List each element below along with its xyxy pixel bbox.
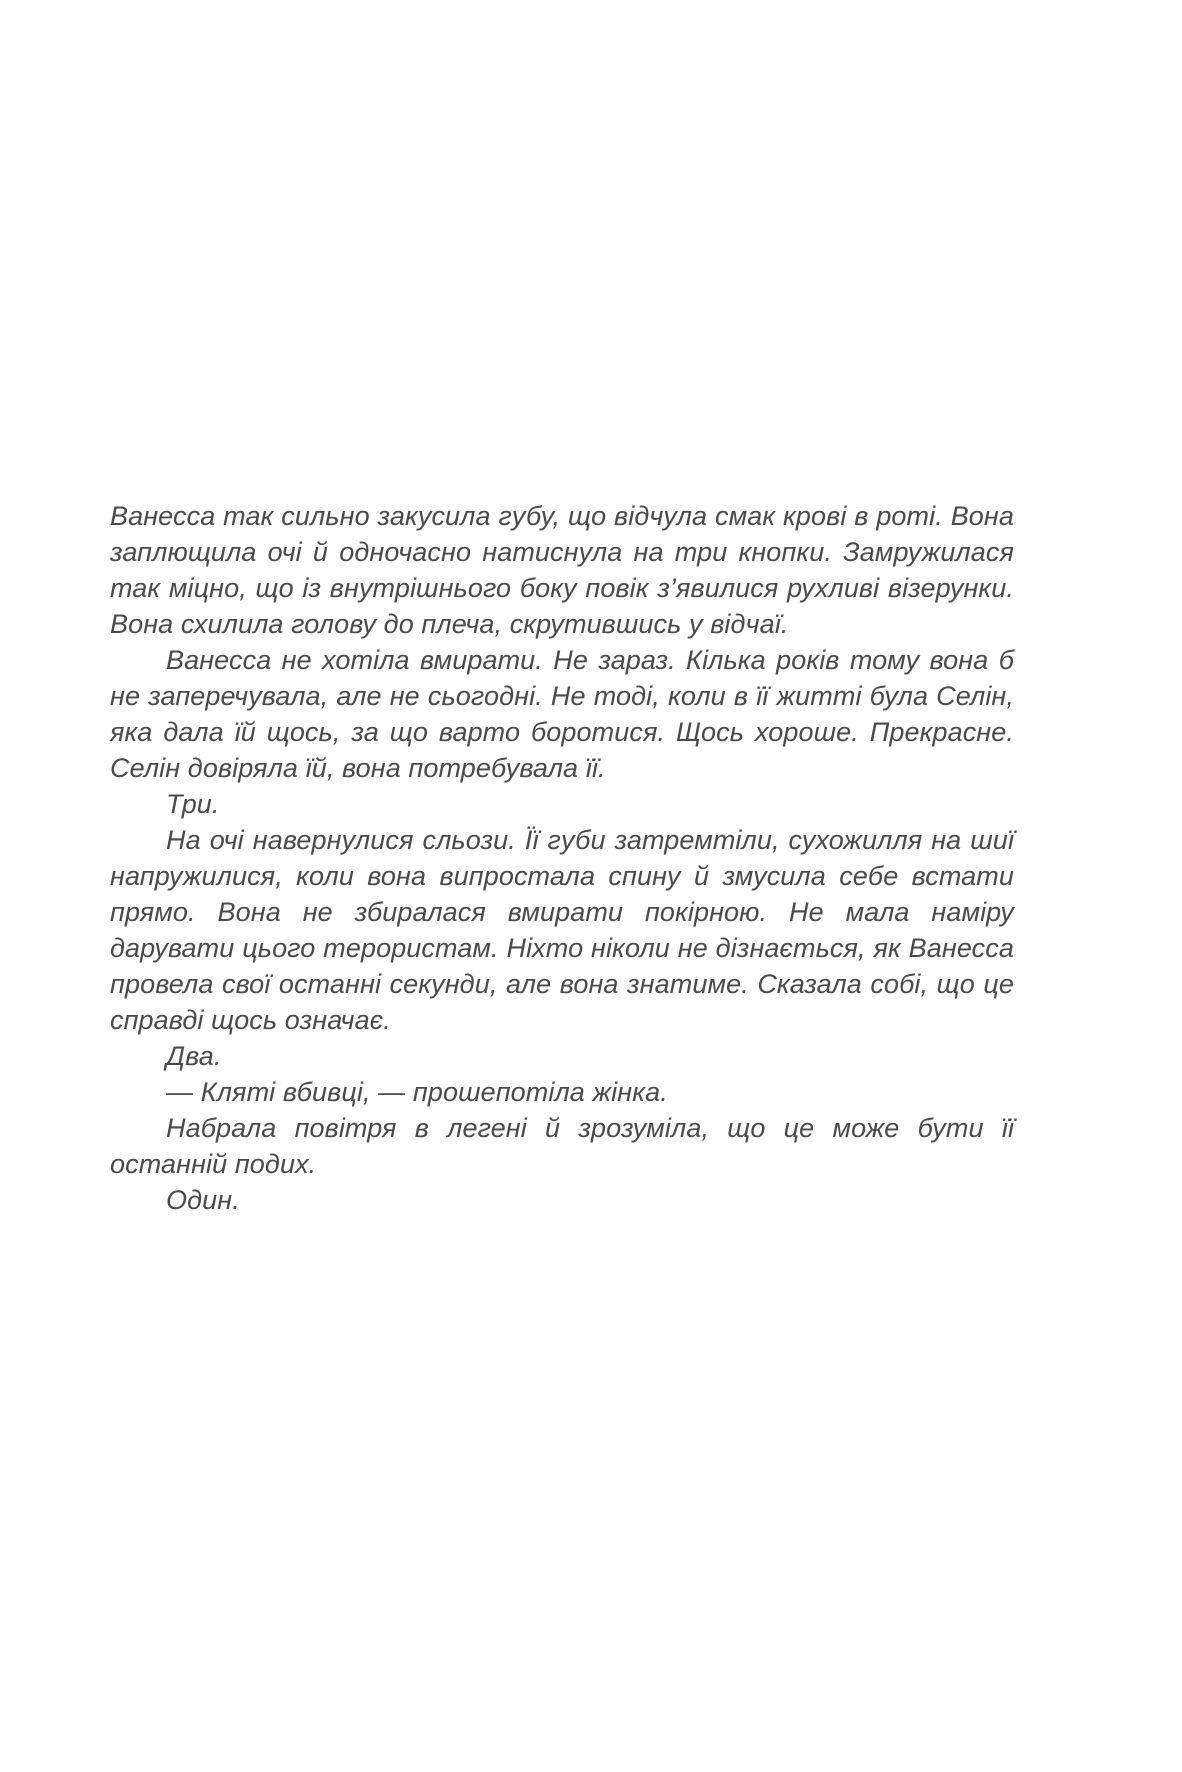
paragraph-6: — Кляті вбивці, — прошепотіла жінка. — [166, 1077, 668, 1107]
paragraph-1: Ванесса так сильно закусила губу, що відчула смак крові в роті. Вона заплющила очі й одночасно натиснула на три кнопки. Замружилася так міцно, що із внутрішнього боку повік з’явилися рухливі візерунки. Вона схилила голову до плеча, скрутившись у відчаї. — [110, 501, 1014, 639]
paragraph-2: Ванесса не хотіла вмирати. Не зараз. Кілька років тому вона б не заперечувала, але не сьогодні. Не тоді, коли в її житті була Селін, яка дала їй щось, за що варто боротися. Щось хороше. Прекрасне. Селін довіряла їй, вона потребувала її. — [110, 645, 1014, 783]
paragraph-8: Один. — [166, 1185, 240, 1215]
paragraph-7: Набрала повітря в легені й зрозуміла, що це може бути її останній подих. — [110, 1113, 1014, 1179]
page-text — [110, 498, 1014, 1218]
paragraph-4: На очі навернулися сльози. Її губи затремтіли, сухожилля на шиї напружилися, коли вона випростала спину й змусила себе встати прямо. Вона не збиралася вмирати покірною. Не мала наміру дарувати цього терористам. Ніхто ніколи не дізнається, як Ванесса провела свої останні секунди, але вона знатиме. Сказала собі, що це справді щось означає. — [110, 825, 1014, 1035]
paragraph-3: Три. — [166, 789, 220, 819]
paragraph-5: Два. — [166, 1041, 222, 1071]
